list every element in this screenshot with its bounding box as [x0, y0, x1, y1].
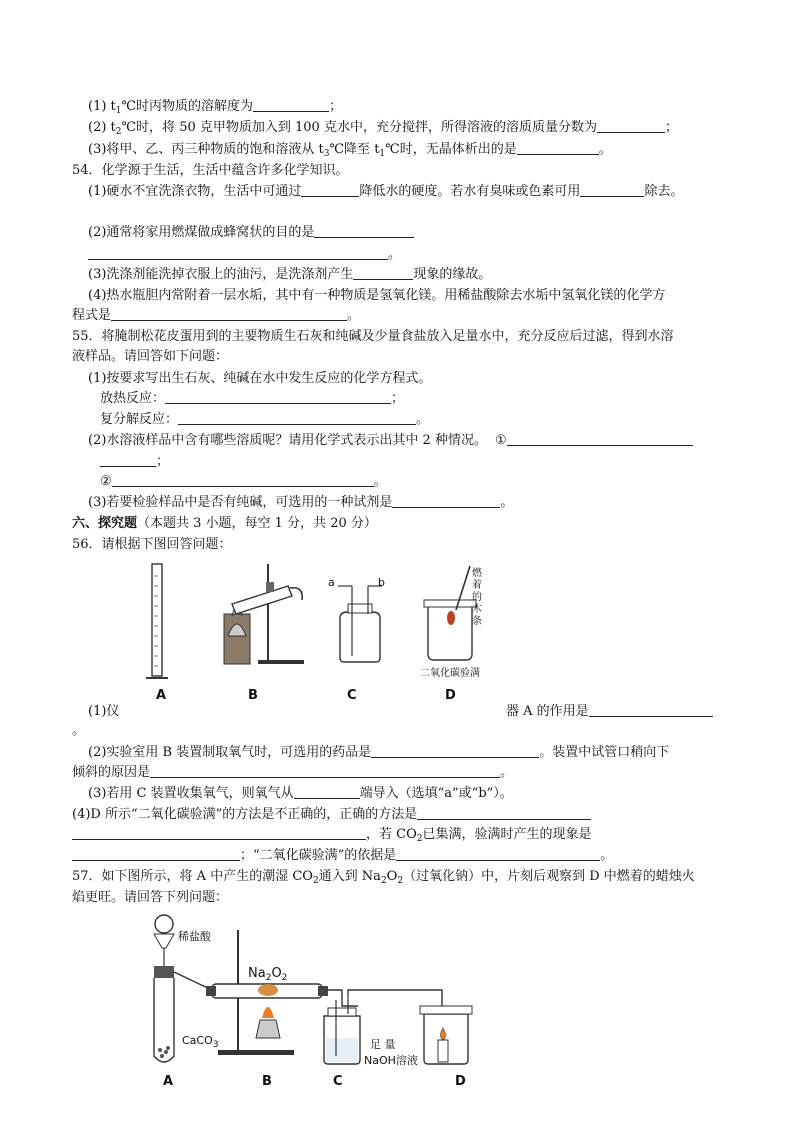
graduated-cylinder-icon — [146, 564, 168, 678]
na2o2-label: $Na_2O_2$ — [248, 966, 288, 983]
answer-blank[interactable] — [371, 744, 539, 758]
heating-apparatus-icon — [224, 564, 304, 664]
fig-label-b: B — [248, 688, 258, 703]
q55-decomp-reaction: 复分解反应： 。 — [100, 412, 430, 427]
q56-apparatus-figure — [140, 556, 480, 706]
answer-blank[interactable] — [150, 764, 500, 778]
answer-blank[interactable] — [353, 266, 413, 280]
answer-blank[interactable] — [178, 411, 416, 425]
q55-case1-cont: ； — [100, 453, 169, 471]
acid-label: 稀盐酸 — [178, 930, 211, 943]
q55-part3: (3)若要检验样品中是否有纯碱，可选用的一种试剂是 。 — [88, 495, 514, 510]
q54-part1: (1)硬水不宜洗涤衣物，生活中可通过 降低水的硬度。若水有臭味或色素可用 除去。 — [88, 184, 684, 199]
fig2-label-c: C — [333, 1074, 343, 1089]
section-six-title: 六、探究题（本题共 3 小题，每空 1 分，共 20 分） — [72, 516, 377, 531]
q54-stem: 54．化学源于生活，生活中蕴含许多化学知识。 — [72, 163, 349, 178]
q54-part2: (2)通常将家用燃煤做成蜂窝状的目的是 — [88, 224, 414, 242]
fig2-label-d: D — [455, 1074, 466, 1089]
q55-stem: 55．将腌制松花皮蛋用到的主要物质生石灰和纯碱及少量食盐放入足量水中，充分反应后过滤，得到水溶 — [72, 329, 674, 344]
q55-heat-reaction: 放热反应： ； — [100, 391, 405, 406]
q54-part2-cont: 。 — [88, 246, 401, 264]
q54-part3: (3)洗涤剂能洗掉衣服上的油污，是洗涤剂产生 现象的缘故。 — [88, 267, 492, 282]
naoh-label: NaOH溶液 — [364, 1054, 418, 1067]
q55-part2: (2)水溶液样品中含有哪些溶质呢？请用化学式表示出其中 2 种情况。 ① — [88, 432, 693, 450]
port-b-label: b — [378, 576, 385, 589]
answer-blank[interactable] — [72, 847, 240, 861]
q53-part1: (1) $t_1℃$时丙物质的溶解度为 ； — [88, 99, 343, 116]
q57-stem-cont: 焰更旺。请回答下列问题： — [72, 890, 229, 905]
q54-part4: (4)热水瓶胆内常附着一层水垢，其中有一种物质是氢氧化镁。用稀盐酸除去水垢中氢氧化镁的化学方 — [88, 288, 666, 303]
fig-label-d: D — [445, 688, 456, 703]
enough-label: 足 量 — [370, 1038, 396, 1051]
answer-blank[interactable] — [165, 390, 391, 404]
q57-stem: 57．如下图所示，将 A 中产生的潮湿 $CO_2$通入到 $Na_2O_2$（过氧化钠）中，片刻后观察到 D 中燃着的蜡烛火 — [72, 869, 695, 886]
q56-part2: (2)实验室用 B 装置制取氧气时，可选用的药品是 。装置中试管口稍向下 — [88, 745, 670, 760]
fig-label-c: C — [347, 688, 357, 703]
q56-part1-end: 。 — [72, 723, 86, 738]
burning-stick-label: 燃着的木条 — [472, 568, 482, 627]
answer-blank[interactable] — [314, 224, 414, 238]
q56-part4-cont2: ；“二氧化碳验满”的依据是 。 — [72, 847, 613, 865]
candle-bottle-icon — [420, 1006, 472, 1064]
answer-blank[interactable] — [72, 826, 366, 840]
fig-label-a: A — [156, 688, 167, 703]
answer-blank[interactable] — [294, 785, 360, 799]
answer-blank[interactable] — [517, 141, 599, 155]
answer-blank[interactable] — [507, 432, 693, 446]
q56-part1: 器 A 的作用是 — [506, 703, 713, 721]
answer-blank[interactable] — [392, 494, 500, 508]
q56-stem: 56．请根据下图回答问题： — [72, 537, 232, 552]
q53-part3: (3)将甲、乙、丙三种物质的饱和溶液从 $t_3℃$降至 $t_1℃$时，无晶体析出的是 。 — [88, 142, 612, 159]
answer-blank[interactable] — [597, 119, 665, 133]
q56-part2-cont: 倾斜的原因是 。 — [72, 765, 514, 780]
answer-blank[interactable] — [88, 246, 388, 260]
answer-blank[interactable] — [253, 98, 329, 112]
fig2-label-b: B — [262, 1074, 272, 1089]
answer-blank[interactable] — [111, 307, 347, 321]
q56-part4: (4)D 所示“二氧化碳验满”的方法是不正确的，正确的方法是 — [72, 806, 591, 824]
q55-part1: (1)按要求写出生石灰、纯碱在水中发生反应的化学方程式。 — [88, 371, 432, 386]
gas-bottle-icon — [338, 586, 382, 662]
q55-stem-cont: 液样品。请回答如下问题： — [72, 349, 229, 364]
q56-part1-start: (1)仪 — [88, 704, 120, 719]
answer-blank[interactable] — [417, 806, 591, 820]
q53-part2: (2) $t_2℃$时，将 50 克甲物质加入到 100 克水中，充分搅拌，所得溶液的溶质质量分数为 ； — [88, 120, 678, 137]
answer-blank[interactable] — [112, 473, 374, 487]
answer-blank[interactable] — [100, 453, 156, 467]
fig2-label-a: A — [163, 1074, 174, 1089]
answer-blank[interactable] — [301, 183, 359, 197]
co2-test-bottle-icon — [424, 566, 476, 660]
q56-part4-cont: ，若 $CO_2$已集满，验满时产生的现象是 — [72, 826, 592, 844]
answer-blank[interactable] — [580, 183, 644, 197]
q54-part4-cont: 程式是 。 — [72, 308, 361, 323]
answer-blank[interactable] — [396, 847, 600, 861]
q56-part3: (3)若用 C 装置收集氧气，则氧气从 端导入（选填“a”或“b”）。 — [88, 786, 513, 801]
caco3-label: CaCO$_3$ — [182, 1034, 219, 1050]
answer-blank[interactable] — [589, 703, 713, 717]
port-a-label: a — [328, 576, 335, 589]
co2-test-caption: 二氧化碳验满 — [420, 668, 480, 679]
q55-case2: ② 。 — [100, 474, 387, 489]
